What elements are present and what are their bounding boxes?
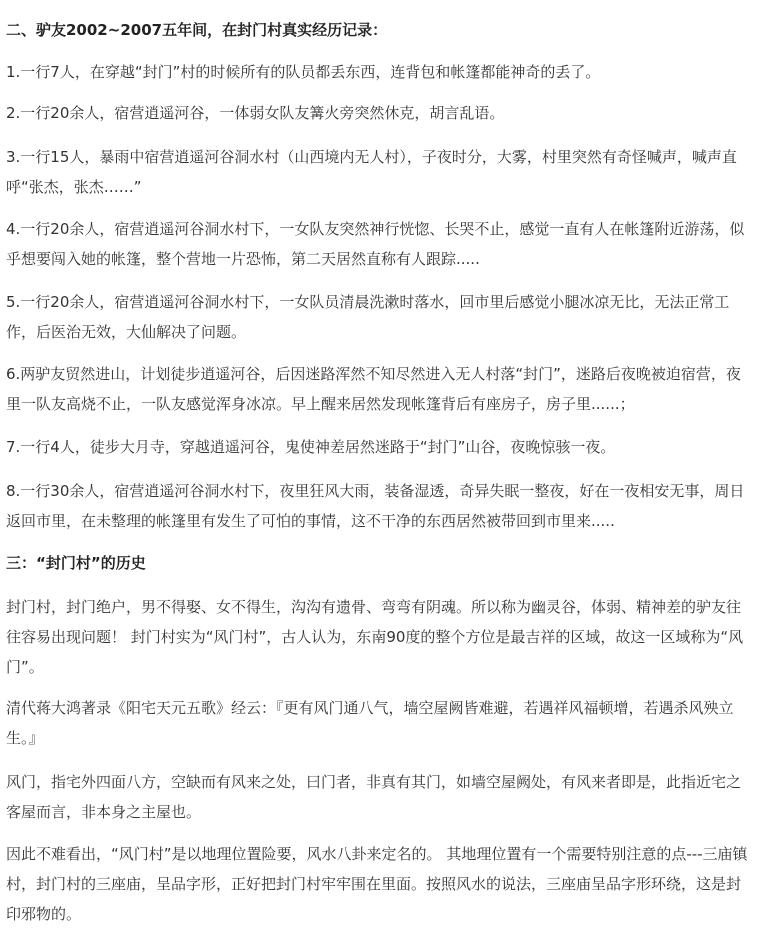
history-paragraph-3: 风门，指宅外四面八方，空缺而有风来之处，曰门者，非真有其门，如墙空屋阙处，有风来者即是，此指近宅之客屋而言，非本身之主屋也。 [6,773,742,821]
history-paragraph-2: 清代蒋大鸿著录《阳宅天元五歌》经云：『更有风门通八气，墙空屋阙皆难避，若遇祥风福顿增，若遇杀风殃立生。』 [6,699,734,747]
record-item-2: 2.一行20余人，宿营逍遥河谷，一体弱女队友篝火旁突然休克，胡言乱语。 [6,104,505,122]
section-2-heading: 二、驴友2002~2007五年间，在封门村真实经历记录： [6,21,388,39]
record-item-7: 7.一行4人，徒步大月寺，穿越逍遥河谷，鬼使神差居然迷路于“封门”山谷，夜晚惊骇一夜。 [6,438,616,456]
record-item-8: 8.一行30余人，宿营逍遥河谷洞水村下，夜里狂风大雨，装备湿透，奇异失眠一整夜，好在一夜相安无事，周日返回市里，在未整理的帐篷里有发生了可怕的事情，这不干净的东西居然被带回到市里来..... [6,482,745,530]
record-item-6: 6.两驴友贸然进山，计划徒步逍遥河谷，后因迷路浑然不知尽然进入无人村落“封门”，迷路后夜晚被迫宿营，夜里一队友高烧不止，一队友感觉浑身冰凉。早上醒来居然发现帐篷背后有座房子，房子里......； [6,365,741,413]
record-item-5: 5.一行20余人，宿营逍遥河谷洞水村下，一女队员清晨洗漱时落水，回市里后感觉小腿冰凉无比，无法正常工作，后医治无效，大仙解决了问题。 [6,293,730,341]
record-item-4: 4.一行20余人，宿营逍遥河谷洞水村下，一女队友突然神行恍惚、长哭不止，感觉一直有人在帐篷附近游荡，似乎想要闯入她的帐篷，整个营地一片恐怖，第二天居然直称有人跟踪..... [6,220,745,268]
history-paragraph-1: 封门村，封门绝户，男不得娶、女不得生，沟沟有遗骨、弯弯有阴魂。所以称为幽灵谷，体弱、精神差的驴友往往容易出现问题！ 封门村实为“风门村”，古人认为，东南90度的整个方位是最吉祥的区域，故这一区域称为“风门”。 [6,598,744,676]
section-3-heading: 三：“封门村”的历史 [6,554,146,572]
history-paragraph-4: 因此不难看出，“风门村”是以地理位置险要，风水八卦来定名的。 其地理位置有一个需要特别注意的点---三庙镇村，封门村的三座庙，呈品字形，正好把封门村牢牢围在里面。按照风水的说法，三座庙呈品字形环绕，这是封印邪物的。 [6,845,748,923]
record-item-1: 1.一行7人，在穿越“封门”村的时候所有的队员都丢东西，连背包和帐篷都能神奇的丢了。 [6,63,601,81]
record-item-3: 3.一行15人，暴雨中宿营逍遥河谷洞水村（山西境内无人村），子夜时分，大雾，村里突然有奇怪喊声，喊声直呼“张杰，张杰……” [6,148,737,196]
